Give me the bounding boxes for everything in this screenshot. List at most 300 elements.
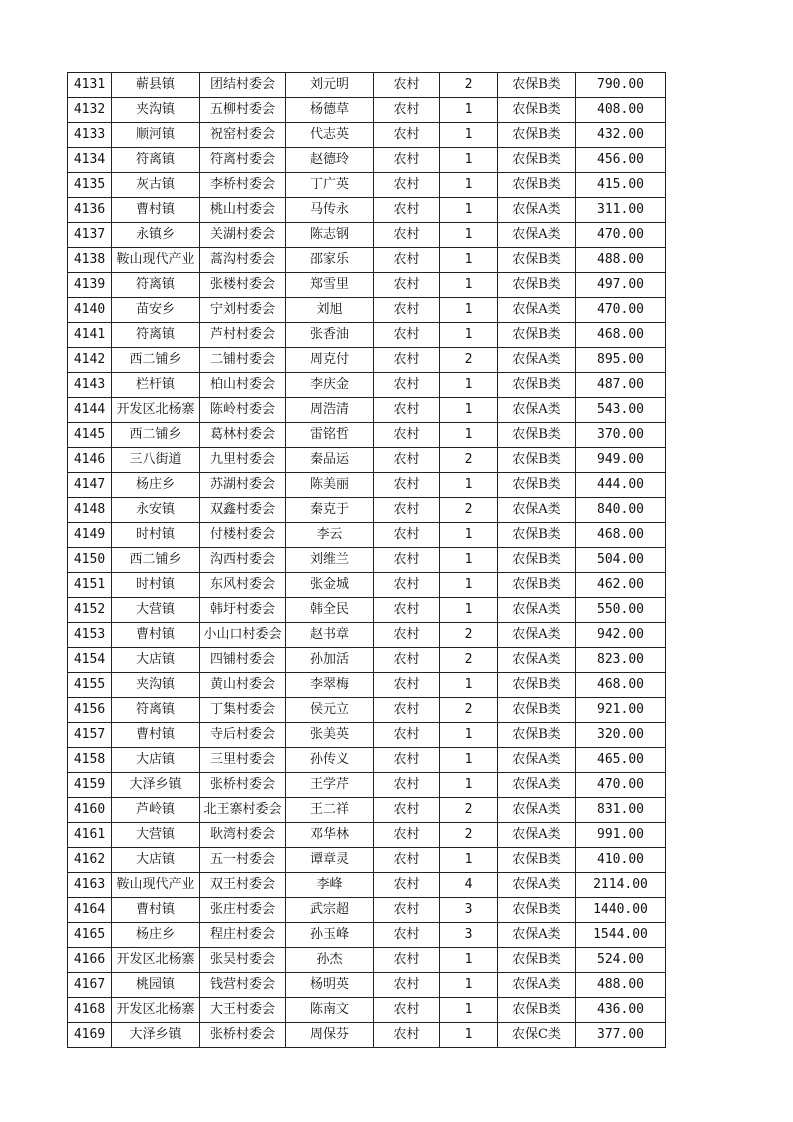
record-id-cell: 4157 [68,723,112,748]
village-committee-cell: 蒿沟村委会 [200,248,286,273]
record-id-cell: 4136 [68,198,112,223]
insurance-category-cell: 农保A类 [498,648,576,673]
person-name-cell: 李峰 [286,873,374,898]
person-name-cell: 郑雪里 [286,273,374,298]
town-cell: 大店镇 [112,648,200,673]
household-count-cell: 1 [440,748,498,773]
person-name-cell: 韩全民 [286,598,374,623]
area-type-cell: 农村 [374,448,440,473]
village-committee-cell: 二铺村委会 [200,348,286,373]
town-cell: 蕲县镇 [112,73,200,98]
household-count-cell: 1 [440,423,498,448]
amount-cell: 831.00 [576,798,666,823]
household-count-cell: 3 [440,898,498,923]
table-row [68,948,666,973]
table-row [68,248,666,273]
insurance-category-cell: 农保B类 [498,448,576,473]
amount-cell: 370.00 [576,423,666,448]
insurance-category-cell: 农保A类 [498,798,576,823]
village-committee-cell: 北王寨村委会 [200,798,286,823]
insurance-category-cell: 农保B类 [498,523,576,548]
record-id-cell: 4168 [68,998,112,1023]
village-committee-cell: 芦村村委会 [200,323,286,348]
insurance-category-cell: 农保A类 [498,973,576,998]
area-type-cell: 农村 [374,873,440,898]
village-committee-cell: 寺后村委会 [200,723,286,748]
village-committee-cell: 三里村委会 [200,748,286,773]
table-row [68,323,666,348]
record-id-cell: 4155 [68,673,112,698]
record-id-cell: 4147 [68,473,112,498]
record-id-cell: 4165 [68,923,112,948]
town-cell: 开发区北杨寨 [112,998,200,1023]
household-count-cell: 2 [440,698,498,723]
village-committee-cell: 小山口村委会 [200,623,286,648]
area-type-cell: 农村 [374,798,440,823]
insurance-category-cell: 农保A类 [498,923,576,948]
town-cell: 杨庄乡 [112,923,200,948]
insurance-category-cell: 农保B类 [498,373,576,398]
area-type-cell: 农村 [374,698,440,723]
record-id-cell: 4143 [68,373,112,398]
town-cell: 鞍山现代产业 [112,248,200,273]
insurance-category-cell: 农保A类 [498,873,576,898]
insurance-category-cell: 农保B类 [498,948,576,973]
village-committee-cell: 五一村委会 [200,848,286,873]
person-name-cell: 王学芹 [286,773,374,798]
record-id-cell: 4141 [68,323,112,348]
table-row [68,398,666,423]
household-count-cell: 1 [440,148,498,173]
person-name-cell: 刘旭 [286,298,374,323]
village-committee-cell: 四铺村委会 [200,648,286,673]
record-id-cell: 4154 [68,648,112,673]
insurance-category-cell: 农保B类 [498,423,576,448]
area-type-cell: 农村 [374,198,440,223]
village-committee-cell: 柏山村委会 [200,373,286,398]
table-row [68,698,666,723]
household-count-cell: 1 [440,398,498,423]
table-row [68,898,666,923]
record-id-cell: 4153 [68,623,112,648]
village-committee-cell: 桃山村委会 [200,198,286,223]
amount-cell: 991.00 [576,823,666,848]
amount-cell: 470.00 [576,298,666,323]
area-type-cell: 农村 [374,473,440,498]
person-name-cell: 刘元明 [286,73,374,98]
household-count-cell: 1 [440,198,498,223]
person-name-cell: 李翠梅 [286,673,374,698]
town-cell: 夹沟镇 [112,673,200,698]
table-row [68,598,666,623]
household-count-cell: 1 [440,673,498,698]
record-id-cell: 4133 [68,123,112,148]
area-type-cell: 农村 [374,548,440,573]
household-count-cell: 1 [440,848,498,873]
area-type-cell: 农村 [374,598,440,623]
town-cell: 符离镇 [112,273,200,298]
household-count-cell: 2 [440,798,498,823]
record-id-cell: 4146 [68,448,112,473]
record-id-cell: 4131 [68,73,112,98]
town-cell: 桃园镇 [112,973,200,998]
area-type-cell: 农村 [374,623,440,648]
record-id-cell: 4167 [68,973,112,998]
record-id-cell: 4142 [68,348,112,373]
record-id-cell: 4135 [68,173,112,198]
household-count-cell: 1 [440,248,498,273]
table-row [68,998,666,1023]
person-name-cell: 孙传义 [286,748,374,773]
person-name-cell: 丁广英 [286,173,374,198]
amount-cell: 470.00 [576,773,666,798]
record-id-cell: 4160 [68,798,112,823]
table-row [68,298,666,323]
record-id-cell: 4151 [68,573,112,598]
town-cell: 开发区北杨寨 [112,948,200,973]
insurance-category-cell: 农保B类 [498,898,576,923]
record-id-cell: 4140 [68,298,112,323]
insurance-category-cell: 农保A类 [498,398,576,423]
area-type-cell: 农村 [374,1023,440,1048]
town-cell: 开发区北杨寨 [112,398,200,423]
amount-cell: 311.00 [576,198,666,223]
roster-body [68,73,666,1048]
household-count-cell: 2 [440,498,498,523]
insurance-category-cell: 农保B类 [498,848,576,873]
insurance-category-cell: 农保A类 [498,623,576,648]
table-row [68,773,666,798]
household-count-cell: 2 [440,623,498,648]
area-type-cell: 农村 [374,648,440,673]
village-committee-cell: 双鑫村委会 [200,498,286,523]
amount-cell: 524.00 [576,948,666,973]
town-cell: 大店镇 [112,848,200,873]
insurance-category-cell: 农保B类 [498,273,576,298]
person-name-cell: 侯元立 [286,698,374,723]
amount-cell: 436.00 [576,998,666,1023]
table-row [68,348,666,373]
town-cell: 夹沟镇 [112,98,200,123]
household-count-cell: 1 [440,273,498,298]
village-committee-cell: 苏湖村委会 [200,473,286,498]
amount-cell: 497.00 [576,273,666,298]
insurance-category-cell: 农保A类 [498,198,576,223]
amount-cell: 465.00 [576,748,666,773]
household-count-cell: 1 [440,573,498,598]
area-type-cell: 农村 [374,923,440,948]
area-type-cell: 农村 [374,123,440,148]
insurance-category-cell: 农保B类 [498,673,576,698]
table-row [68,473,666,498]
household-count-cell: 1 [440,548,498,573]
village-committee-cell: 张桥村委会 [200,1023,286,1048]
village-committee-cell: 沟西村委会 [200,548,286,573]
person-name-cell: 孙玉峰 [286,923,374,948]
area-type-cell: 农村 [374,173,440,198]
area-type-cell: 农村 [374,898,440,923]
record-id-cell: 4169 [68,1023,112,1048]
record-id-cell: 4161 [68,823,112,848]
record-id-cell: 4144 [68,398,112,423]
table-row [68,498,666,523]
insurance-category-cell: 农保B类 [498,173,576,198]
table-row [68,73,666,98]
person-name-cell: 马传永 [286,198,374,223]
record-id-cell: 4150 [68,548,112,573]
household-count-cell: 2 [440,648,498,673]
insurance-category-cell: 农保A类 [498,823,576,848]
village-committee-cell: 程庄村委会 [200,923,286,948]
household-count-cell: 2 [440,73,498,98]
insurance-category-cell: 农保B类 [498,573,576,598]
insurance-category-cell: 农保B类 [498,148,576,173]
area-type-cell: 农村 [374,248,440,273]
area-type-cell: 农村 [374,323,440,348]
amount-cell: 377.00 [576,1023,666,1048]
insurance-category-cell: 农保A类 [498,223,576,248]
town-cell: 符离镇 [112,148,200,173]
town-cell: 大营镇 [112,598,200,623]
table-row [68,723,666,748]
household-count-cell: 1 [440,123,498,148]
amount-cell: 823.00 [576,648,666,673]
amount-cell: 470.00 [576,223,666,248]
area-type-cell: 农村 [374,748,440,773]
table-row [68,223,666,248]
insurance-category-cell: 农保A类 [498,498,576,523]
table-row [68,198,666,223]
area-type-cell: 农村 [374,573,440,598]
amount-cell: 488.00 [576,248,666,273]
amount-cell: 468.00 [576,523,666,548]
village-committee-cell: 张桥村委会 [200,773,286,798]
town-cell: 西二铺乡 [112,348,200,373]
area-type-cell: 农村 [374,148,440,173]
amount-cell: 432.00 [576,123,666,148]
person-name-cell: 刘维兰 [286,548,374,573]
table-row [68,173,666,198]
person-name-cell: 周保芬 [286,1023,374,1048]
town-cell: 西二铺乡 [112,423,200,448]
village-committee-cell: 张楼村委会 [200,273,286,298]
town-cell: 大泽乡镇 [112,773,200,798]
town-cell: 苗安乡 [112,298,200,323]
area-type-cell: 农村 [374,723,440,748]
amount-cell: 543.00 [576,398,666,423]
household-count-cell: 3 [440,923,498,948]
area-type-cell: 农村 [374,98,440,123]
table-row [68,748,666,773]
insurance-category-cell: 农保B类 [498,248,576,273]
village-committee-cell: 双王村委会 [200,873,286,898]
insurance-category-cell: 农保B类 [498,548,576,573]
amount-cell: 942.00 [576,623,666,648]
town-cell: 时村镇 [112,523,200,548]
person-name-cell: 张金城 [286,573,374,598]
household-count-cell: 2 [440,448,498,473]
table-row [68,823,666,848]
table-row [68,423,666,448]
record-id-cell: 4158 [68,748,112,773]
town-cell: 永镇乡 [112,223,200,248]
village-committee-cell: 黄山村委会 [200,673,286,698]
town-cell: 大营镇 [112,823,200,848]
table-row [68,673,666,698]
area-type-cell: 农村 [374,948,440,973]
person-name-cell: 陈志钢 [286,223,374,248]
village-committee-cell: 祝窑村委会 [200,123,286,148]
person-name-cell: 邓华林 [286,823,374,848]
table-row [68,573,666,598]
household-count-cell: 1 [440,598,498,623]
household-count-cell: 2 [440,348,498,373]
village-committee-cell: 符离村委会 [200,148,286,173]
person-name-cell: 陈美丽 [286,473,374,498]
insurance-category-cell: 农保B类 [498,98,576,123]
town-cell: 栏杆镇 [112,373,200,398]
person-name-cell: 秦品运 [286,448,374,473]
record-id-cell: 4152 [68,598,112,623]
village-committee-cell: 李桥村委会 [200,173,286,198]
household-count-cell: 1 [440,523,498,548]
record-id-cell: 4162 [68,848,112,873]
town-cell: 永安镇 [112,498,200,523]
amount-cell: 408.00 [576,98,666,123]
record-id-cell: 4137 [68,223,112,248]
village-committee-cell: 九里村委会 [200,448,286,473]
table-row [68,1023,666,1048]
village-committee-cell: 钱营村委会 [200,973,286,998]
household-count-cell: 1 [440,323,498,348]
household-count-cell: 1 [440,173,498,198]
area-type-cell: 农村 [374,848,440,873]
record-id-cell: 4138 [68,248,112,273]
town-cell: 符离镇 [112,698,200,723]
insurance-category-cell: 农保B类 [498,123,576,148]
amount-cell: 487.00 [576,373,666,398]
table-row [68,273,666,298]
insurance-category-cell: 农保B类 [498,698,576,723]
person-name-cell: 李庆金 [286,373,374,398]
record-id-cell: 4159 [68,773,112,798]
amount-cell: 895.00 [576,348,666,373]
town-cell: 顺河镇 [112,123,200,148]
household-count-cell: 1 [440,998,498,1023]
insurance-category-cell: 农保A类 [498,773,576,798]
amount-cell: 1544.00 [576,923,666,948]
village-committee-cell: 五柳村委会 [200,98,286,123]
household-count-cell: 1 [440,723,498,748]
town-cell: 符离镇 [112,323,200,348]
town-cell: 曹村镇 [112,623,200,648]
town-cell: 灰古镇 [112,173,200,198]
town-cell: 曹村镇 [112,898,200,923]
person-name-cell: 孙杰 [286,948,374,973]
area-type-cell: 农村 [374,973,440,998]
amount-cell: 320.00 [576,723,666,748]
household-count-cell: 1 [440,373,498,398]
village-committee-cell: 张吴村委会 [200,948,286,973]
insurance-category-cell: 农保B类 [498,323,576,348]
person-name-cell: 杨明英 [286,973,374,998]
amount-cell: 1440.00 [576,898,666,923]
area-type-cell: 农村 [374,223,440,248]
area-type-cell: 农村 [374,998,440,1023]
person-name-cell: 杨德草 [286,98,374,123]
record-id-cell: 4134 [68,148,112,173]
town-cell: 大泽乡镇 [112,1023,200,1048]
person-name-cell: 孙加活 [286,648,374,673]
town-cell: 三八街道 [112,448,200,473]
table-row [68,123,666,148]
table-row [68,873,666,898]
amount-cell: 468.00 [576,323,666,348]
table-row [68,98,666,123]
area-type-cell: 农村 [374,673,440,698]
record-id-cell: 4148 [68,498,112,523]
village-committee-cell: 韩圩村委会 [200,598,286,623]
insurance-category-cell: 农保A类 [498,348,576,373]
record-id-cell: 4139 [68,273,112,298]
insurance-category-cell: 农保A类 [498,298,576,323]
table-row [68,623,666,648]
table-row [68,523,666,548]
record-id-cell: 4145 [68,423,112,448]
insurance-category-cell: 农保C类 [498,1023,576,1048]
town-cell: 鞍山现代产业 [112,873,200,898]
person-name-cell: 武宗超 [286,898,374,923]
amount-cell: 415.00 [576,173,666,198]
amount-cell: 468.00 [576,673,666,698]
insurance-category-cell: 农保B类 [498,473,576,498]
village-committee-cell: 葛林村委会 [200,423,286,448]
table-row [68,448,666,473]
village-committee-cell: 大王村委会 [200,998,286,1023]
table-row [68,848,666,873]
village-committee-cell: 团结村委会 [200,73,286,98]
village-committee-cell: 关湖村委会 [200,223,286,248]
insurance-category-cell: 农保A类 [498,598,576,623]
person-name-cell: 张香油 [286,323,374,348]
person-name-cell: 赵德玲 [286,148,374,173]
record-id-cell: 4132 [68,98,112,123]
amount-cell: 949.00 [576,448,666,473]
amount-cell: 488.00 [576,973,666,998]
table-row [68,973,666,998]
insurance-category-cell: 农保A类 [498,748,576,773]
household-count-cell: 1 [440,223,498,248]
table-row [68,373,666,398]
roster-table [67,72,666,1048]
insurance-category-cell: 农保B类 [498,73,576,98]
record-id-cell: 4156 [68,698,112,723]
person-name-cell: 赵书章 [286,623,374,648]
village-committee-cell: 东风村委会 [200,573,286,598]
area-type-cell: 农村 [374,273,440,298]
amount-cell: 2114.00 [576,873,666,898]
amount-cell: 504.00 [576,548,666,573]
person-name-cell: 邵家乐 [286,248,374,273]
area-type-cell: 农村 [374,773,440,798]
village-committee-cell: 张庄村委会 [200,898,286,923]
table-row [68,148,666,173]
village-committee-cell: 丁集村委会 [200,698,286,723]
household-count-cell: 1 [440,773,498,798]
person-name-cell: 谭章灵 [286,848,374,873]
amount-cell: 550.00 [576,598,666,623]
area-type-cell: 农村 [374,73,440,98]
